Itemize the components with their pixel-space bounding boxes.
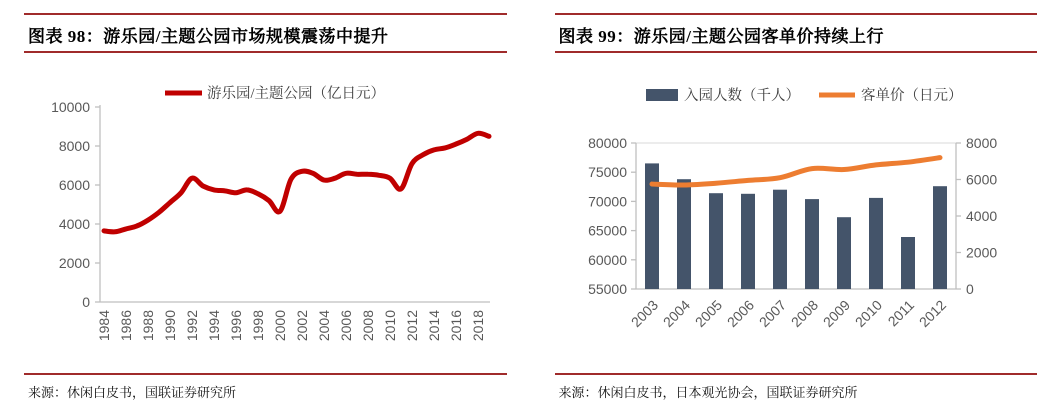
x-axis-tick-label: 2012: [404, 310, 420, 342]
x-axis-tick-label: 2008: [787, 296, 821, 331]
right-y-axis-tick-label: 6000: [965, 171, 997, 188]
visitors-bar-2005: [709, 193, 723, 289]
visitors-bar-2008: [805, 199, 819, 289]
right-y-axis-tick-label: 2000: [965, 244, 997, 261]
visitors-bar-2011: [901, 237, 915, 289]
figure-99-title: 图表 99：游乐园/主题公园客单价持续上行: [558, 27, 884, 46]
figure-99-source: 来源：休闲白皮书，日本观光协会，国联证券研究所: [558, 385, 858, 400]
market-size-chart-svg: [0, 53, 530, 363]
left-y-axis-tick-label: 60000: [587, 251, 627, 268]
x-axis-tick-label: 2012: [915, 296, 949, 331]
figure-98-bottom-rule: [24, 373, 507, 375]
x-axis-tick-label: 2011: [884, 296, 917, 330]
x-axis-tick-label: 2010: [382, 310, 398, 342]
x-axis-tick-label: 1996: [228, 310, 244, 342]
left-y-axis-tick-label: 80000: [587, 135, 627, 151]
x-axis-tick-label: 2014: [426, 310, 442, 342]
x-axis-tick-label: 1998: [250, 310, 266, 342]
left-y-axis-tick-label: 65000: [587, 222, 627, 239]
visitors-bar-2012: [933, 186, 947, 289]
x-axis-tick-label: 1984: [96, 310, 112, 342]
x-axis-tick-label: 2007: [755, 296, 789, 331]
right-y-axis-tick-label: 4000: [965, 208, 997, 224]
figure-98-source: 来源：休闲白皮书，国联证券研究所: [28, 385, 237, 400]
x-axis-tick-label: 1994: [206, 310, 222, 342]
x-axis-tick-label: 2003: [627, 296, 661, 331]
figure-99-panel: [531, 0, 1061, 405]
visitors-bar-2010: [869, 198, 883, 289]
x-axis-tick-label: 2009: [819, 296, 853, 331]
x-axis-tick-label: 2018: [470, 310, 486, 342]
market-size-line-chart: [0, 53, 530, 363]
y-axis-tick-label: 0: [82, 294, 90, 310]
y-axis-tick-label: 10000: [51, 99, 90, 115]
figure-98-top-rule: [24, 13, 507, 15]
x-axis-tick-label: 2005: [691, 296, 725, 331]
x-axis-tick-label: 2016: [448, 310, 464, 342]
x-axis-tick-label: 2004: [316, 310, 332, 342]
legend-line-label: 客单价（日元）: [860, 88, 962, 104]
y-axis-tick-label: 4000: [58, 216, 90, 232]
left-y-axis-tick-label: 70000: [587, 193, 627, 210]
x-axis-tick-label: 2006: [723, 296, 757, 331]
visitors-bar-2004: [677, 179, 691, 289]
y-axis-tick-label: 2000: [58, 255, 90, 271]
left-y-axis-tick-label: 55000: [587, 281, 627, 297]
y-axis-tick-label: 6000: [58, 177, 90, 193]
x-axis-tick-label: 2000: [272, 310, 288, 342]
visitors-bar-2009: [837, 217, 851, 289]
price-line: [652, 158, 940, 185]
x-axis-tick-label: 2002: [294, 310, 310, 342]
visitors-price-chart-svg: [531, 53, 1061, 363]
right-y-axis-tick-label: 8000: [965, 135, 997, 151]
x-axis-tick-label: 2008: [360, 310, 376, 342]
figure-99-bottom-rule: [555, 373, 1038, 375]
x-axis-tick-label: 2010: [851, 296, 885, 331]
legend-label: 游乐园/主题公园（亿日元）: [207, 86, 386, 102]
visitors-price-combo-chart: [531, 53, 1061, 363]
x-axis-tick-label: 2004: [659, 296, 693, 331]
x-axis-tick-label: 2006: [338, 310, 354, 342]
figure-98-title: 图表 98：游乐园/主题公园市场规模震荡中提升: [28, 27, 389, 46]
legend-bar-swatch: [646, 89, 678, 101]
left-y-axis-tick-label: 75000: [587, 164, 627, 181]
x-axis-tick-label: 1986: [118, 310, 134, 342]
figure-99-top-rule: [555, 13, 1038, 15]
x-axis-tick-label: 1988: [140, 310, 156, 342]
right-y-axis-tick-label: 0: [965, 281, 974, 297]
legend-bar-label: 入园人数（千人）: [683, 88, 800, 104]
y-axis-tick-label: 8000: [58, 138, 90, 154]
market-size-line: [104, 133, 489, 232]
x-axis-tick-label: 1992: [184, 310, 200, 342]
x-axis-tick-label: 1990: [162, 310, 178, 342]
visitors-bar-2007: [773, 190, 787, 289]
visitors-bar-2006: [741, 194, 755, 289]
